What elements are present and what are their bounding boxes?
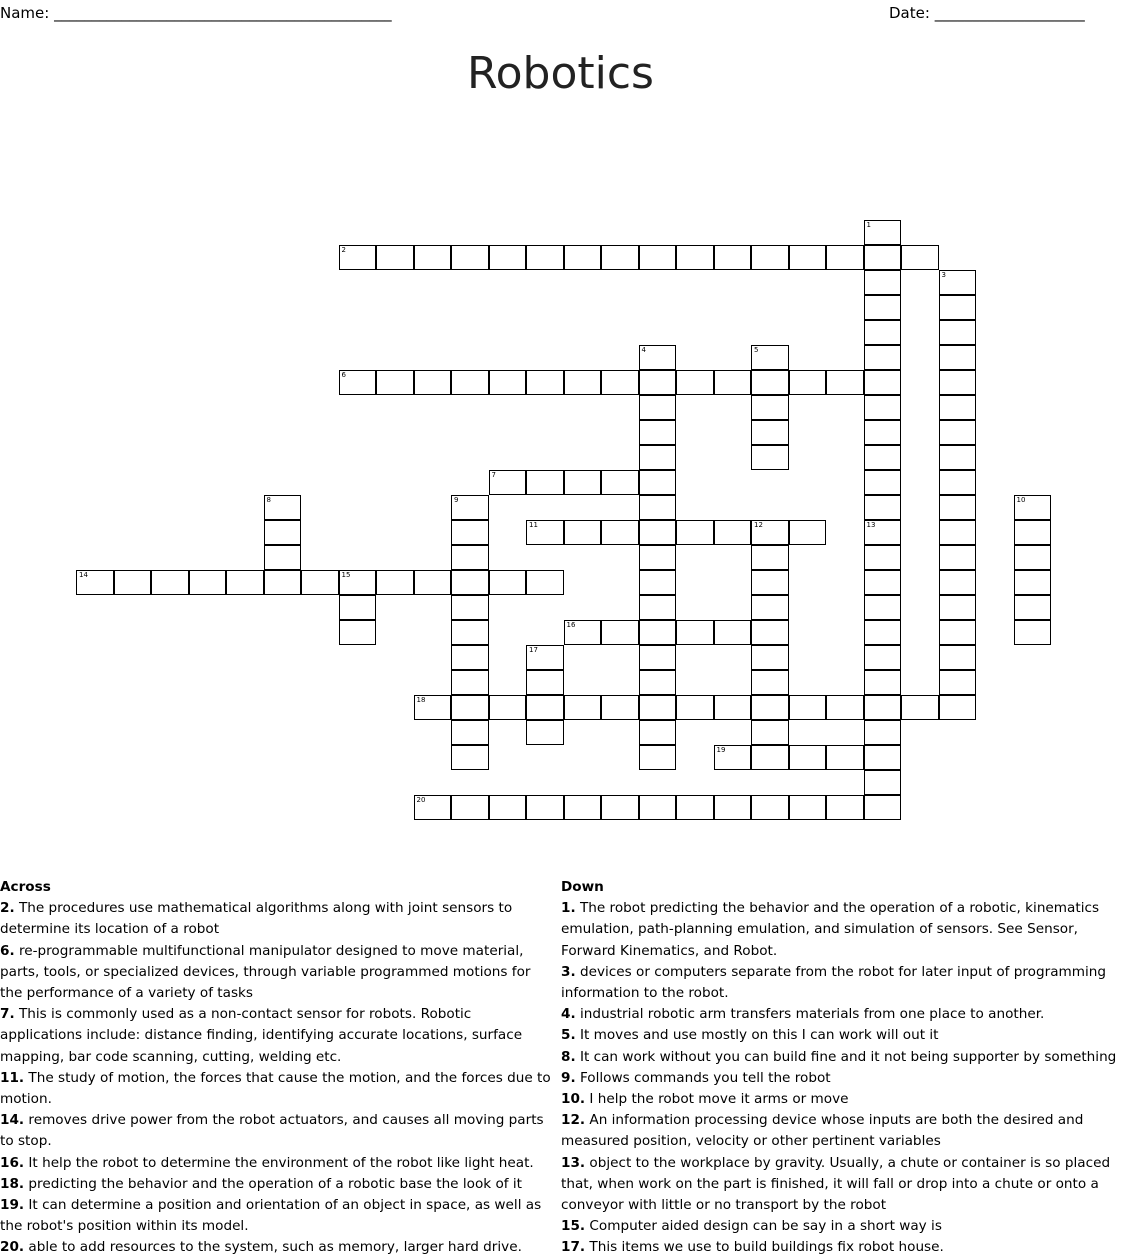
clue-number: 19 [716, 746, 726, 754]
crossword-cell[interactable] [751, 445, 789, 470]
crossword-cell[interactable] [714, 795, 752, 820]
crossword-cell[interactable] [939, 370, 977, 395]
crossword-cell[interactable] [301, 570, 339, 595]
crossword-cell[interactable] [376, 570, 414, 595]
crossword-cell[interactable] [751, 670, 789, 695]
clue-number: 3 [941, 271, 946, 279]
crossword-cell[interactable] [714, 370, 752, 395]
crossword-cell[interactable] [601, 795, 639, 820]
crossword-cell[interactable] [864, 570, 902, 595]
crossword-cell[interactable] [939, 495, 977, 520]
date-label: Date: [889, 4, 930, 22]
crossword-cell[interactable] [601, 370, 639, 395]
crossword-cell[interactable] [526, 695, 564, 720]
down-clues [561, 877, 1121, 1259]
crossword-cell[interactable] [564, 795, 602, 820]
crossword-cell[interactable] [1014, 620, 1052, 645]
crossword-cell[interactable] [1014, 545, 1052, 570]
crossword-cell[interactable] [489, 470, 527, 495]
date-blank: ____________________ [934, 4, 1085, 22]
across-clue [0, 1153, 555, 1174]
crossword-cell[interactable] [864, 595, 902, 620]
crossword-cell[interactable] [639, 720, 677, 745]
crossword-cell[interactable] [939, 595, 977, 620]
crossword-cell[interactable] [526, 670, 564, 695]
crossword-cell[interactable] [564, 695, 602, 720]
crossword-cell[interactable] [714, 520, 752, 545]
clue-text: industrial robotic arm transfers materials from one place to another. [575, 1006, 1045, 1023]
crossword-cell[interactable] [751, 545, 789, 570]
crossword-cell[interactable] [676, 795, 714, 820]
crossword-cell[interactable] [639, 645, 677, 670]
crossword-cell[interactable] [564, 370, 602, 395]
clue-number: 5 [754, 346, 759, 354]
crossword-cell[interactable] [339, 245, 377, 270]
clue-number-label: 2. [0, 900, 15, 917]
clue-text: It moves and use mostly on this I can work will out it [575, 1027, 939, 1044]
down-clue [561, 1068, 1121, 1089]
crossword-cell[interactable] [676, 245, 714, 270]
clue-number-label: 10. [561, 1091, 586, 1108]
crossword-cell[interactable] [714, 620, 752, 645]
clue-number: 18 [416, 696, 426, 704]
name-label: Name: [0, 4, 50, 22]
crossword-cell[interactable] [1014, 495, 1052, 520]
crossword-cell[interactable] [564, 245, 602, 270]
down-heading: Down [561, 879, 604, 895]
crossword-cell[interactable] [376, 245, 414, 270]
crossword-cell[interactable] [1014, 595, 1052, 620]
crossword-cell[interactable] [414, 795, 452, 820]
across-clue [0, 1174, 555, 1195]
crossword-cell[interactable] [414, 245, 452, 270]
clue-number-label: 11. [0, 1069, 25, 1086]
crossword-cell[interactable] [601, 470, 639, 495]
crossword-cell[interactable] [676, 695, 714, 720]
across-clue [0, 941, 555, 1005]
crossword-cell[interactable] [864, 420, 902, 445]
crossword-cell[interactable] [264, 570, 302, 595]
across-clue [0, 898, 555, 940]
crossword-cell[interactable] [864, 545, 902, 570]
across-clue [0, 1237, 555, 1258]
crossword-cell[interactable] [564, 520, 602, 545]
down-clue [561, 1089, 1121, 1110]
crossword-cell[interactable] [751, 345, 789, 370]
crossword-cell[interactable] [601, 695, 639, 720]
crossword-cell[interactable] [376, 370, 414, 395]
crossword-cell[interactable] [601, 520, 639, 545]
crossword-cell[interactable] [639, 245, 677, 270]
clue-text: The study of motion, the forces that cause the motion, and the forces due to motion. [0, 1069, 551, 1108]
crossword-cell[interactable] [451, 645, 489, 670]
across-heading: Across [0, 879, 51, 895]
across-clue [0, 1110, 555, 1152]
crossword-cell[interactable] [864, 495, 902, 520]
down-clue [561, 962, 1121, 1004]
name-blank: _____________________________________________ [54, 4, 392, 22]
crossword-cell[interactable] [639, 470, 677, 495]
crossword-cell[interactable] [601, 620, 639, 645]
down-clue [561, 1004, 1121, 1025]
crossword-cell[interactable] [489, 245, 527, 270]
crossword-cell[interactable] [751, 520, 789, 545]
crossword-cell[interactable] [451, 695, 489, 720]
crossword-cell[interactable] [451, 370, 489, 395]
crossword-cell[interactable] [526, 645, 564, 670]
crossword-cell[interactable] [264, 520, 302, 545]
clue-number: 15 [341, 571, 351, 579]
crossword-cell[interactable] [864, 245, 902, 270]
crossword-cell[interactable] [939, 295, 977, 320]
crossword-cell[interactable] [339, 370, 377, 395]
crossword-cell[interactable] [939, 570, 977, 595]
clue-number: 17 [529, 646, 538, 654]
crossword-cell[interactable] [751, 570, 789, 595]
crossword-cell[interactable] [939, 320, 977, 345]
crossword-cell[interactable] [189, 570, 227, 595]
crossword-cell[interactable] [751, 370, 789, 395]
crossword-cell[interactable] [751, 645, 789, 670]
crossword-cell[interactable] [676, 520, 714, 545]
clue-text: I help the robot move it arms or move [585, 1091, 849, 1108]
clue-number-label: 1. [561, 900, 576, 917]
crossword-cell[interactable] [939, 270, 977, 295]
crossword-cell[interactable] [864, 770, 902, 795]
crossword-cell[interactable] [864, 470, 902, 495]
crossword-cell[interactable] [864, 620, 902, 645]
crossword-cell[interactable] [939, 395, 977, 420]
crossword-cell[interactable] [526, 520, 564, 545]
crossword-cell[interactable] [939, 670, 977, 695]
clue-number-label: 9. [561, 1069, 576, 1086]
crossword-cell[interactable] [114, 570, 152, 595]
crossword-cell[interactable] [414, 570, 452, 595]
crossword-cell[interactable] [826, 245, 864, 270]
crossword-cell[interactable] [826, 695, 864, 720]
clue-text: It can work without you can build fine and it not being supporter by something [575, 1048, 1117, 1065]
crossword-cell[interactable] [939, 620, 977, 645]
crossword-cell[interactable] [826, 370, 864, 395]
crossword-cell[interactable] [714, 695, 752, 720]
clue-text: This is commonly used as a non-contact sensor for robots. Robotic applications include: distance finding, identifying accurate locations, surface mapping, bar code scanning, cutting, welding etc. [0, 1006, 523, 1065]
crossword-cell[interactable] [451, 745, 489, 770]
crossword-cell[interactable] [639, 520, 677, 545]
clue-number-label: 7. [0, 1006, 15, 1023]
crossword-cell[interactable] [714, 245, 752, 270]
clue-number-label: 14. [0, 1112, 25, 1129]
crossword-cell[interactable] [864, 520, 902, 545]
crossword-cell[interactable] [451, 595, 489, 620]
crossword-cell[interactable] [751, 245, 789, 270]
clue-number-label: 3. [561, 963, 576, 980]
crossword-cell[interactable] [451, 670, 489, 695]
crossword-cell[interactable] [939, 345, 977, 370]
clue-number: 2 [341, 246, 346, 254]
crossword-cell[interactable] [751, 395, 789, 420]
clue-number-label: 18. [0, 1175, 25, 1192]
crossword-cell[interactable] [526, 245, 564, 270]
crossword-cell[interactable] [639, 545, 677, 570]
crossword-cell[interactable] [639, 695, 677, 720]
clue-number: 1 [866, 221, 871, 229]
crossword-cell[interactable] [939, 545, 977, 570]
crossword-cell[interactable] [526, 570, 564, 595]
down-clue [561, 1047, 1121, 1068]
clue-number: 10 [1016, 496, 1026, 504]
crossword-cell[interactable] [864, 745, 902, 770]
crossword-cell[interactable] [864, 320, 902, 345]
crossword-cell[interactable] [639, 495, 677, 520]
crossword-cell[interactable] [751, 795, 789, 820]
clue-number: 16 [566, 621, 576, 629]
crossword-cell[interactable] [826, 795, 864, 820]
crossword-cell[interactable] [751, 420, 789, 445]
across-clues [0, 877, 555, 1259]
clue-number: 20 [416, 796, 426, 804]
clue-number-label: 16. [0, 1154, 25, 1171]
crossword-cell[interactable] [489, 370, 527, 395]
crossword-cell[interactable] [451, 245, 489, 270]
clue-number: 4 [641, 346, 646, 354]
crossword-cell[interactable] [939, 420, 977, 445]
crossword-cell[interactable] [751, 745, 789, 770]
crossword-cell[interactable] [451, 545, 489, 570]
crossword-cell[interactable] [639, 420, 677, 445]
crossword-cell[interactable] [639, 595, 677, 620]
crossword-cell[interactable] [751, 595, 789, 620]
clue-number: 13 [866, 521, 876, 529]
crossword-cell[interactable] [789, 370, 827, 395]
crossword-cell[interactable] [789, 745, 827, 770]
crossword-cell[interactable] [751, 695, 789, 720]
crossword-cell[interactable] [339, 620, 377, 645]
crossword-cell[interactable] [1014, 570, 1052, 595]
down-clue [561, 1110, 1121, 1152]
down-clue [561, 1237, 1121, 1258]
crossword-cell[interactable] [676, 370, 714, 395]
crossword-cell[interactable] [864, 445, 902, 470]
clue-number-label: 6. [0, 942, 15, 959]
crossword-cell[interactable] [526, 370, 564, 395]
clue-text: removes drive power from the robot actuators, and causes all moving parts to stop. [0, 1112, 544, 1150]
clue-number: 14 [79, 571, 88, 579]
crossword-cell[interactable] [789, 695, 827, 720]
crossword-cell[interactable] [339, 570, 377, 595]
clue-number-label: 20. [0, 1239, 25, 1256]
clue-number-label: 17. [561, 1239, 586, 1256]
down-clue [561, 1153, 1121, 1217]
crossword-cell[interactable] [264, 495, 302, 520]
crossword-cell[interactable] [864, 370, 902, 395]
down-clue [561, 898, 1121, 962]
clue-text: This items we use to build buildings fix robot house. [585, 1239, 944, 1256]
crossword-cell[interactable] [451, 795, 489, 820]
crossword-cell[interactable] [451, 620, 489, 645]
crossword-cell[interactable] [451, 495, 489, 520]
clue-text: devices or computers separate from the robot for later input of programming information to the robot. [561, 963, 1107, 1002]
crossword-cell[interactable] [714, 745, 752, 770]
crossword-cell[interactable] [864, 695, 902, 720]
clue-number-label: 8. [561, 1048, 576, 1065]
crossword-cell[interactable] [939, 695, 977, 720]
crossword-cell[interactable] [639, 445, 677, 470]
crossword-cell[interactable] [526, 470, 564, 495]
crossword-cell[interactable] [489, 570, 527, 595]
clue-text: able to add resources to the system, such as memory, larger hard drive. [24, 1239, 522, 1256]
clue-text: The procedures use mathematical algorithms along with joint sensors to determine its location of a robot [0, 900, 513, 938]
clue-number-label: 4. [561, 1006, 576, 1023]
clue-number: 9 [454, 496, 459, 504]
clue-text: predicting the behavior and the operation of a robotic base the look of it [24, 1175, 522, 1192]
crossword-cell[interactable] [339, 595, 377, 620]
crossword-cell[interactable] [639, 395, 677, 420]
clue-number-label: 15. [561, 1218, 586, 1235]
crossword-cell[interactable] [639, 570, 677, 595]
down-clue [561, 1025, 1121, 1046]
across-clue [0, 1195, 555, 1237]
clue-number: 11 [529, 521, 538, 529]
crossword-cell[interactable] [564, 620, 602, 645]
crossword-cell[interactable] [864, 295, 902, 320]
clue-number-label: 5. [561, 1027, 576, 1044]
crossword-cell[interactable] [864, 345, 902, 370]
clue-text: object to the workplace by gravity. Usually, a chute or container is so placed that, when work on the part is finished, it will fall or drop into a chute or onto a conveyor with little or no transport by the robot [561, 1154, 1111, 1214]
crossword-cell[interactable] [864, 645, 902, 670]
clue-number-label: 19. [0, 1197, 25, 1214]
crossword-cell[interactable] [451, 570, 489, 595]
crossword-cell[interactable] [939, 470, 977, 495]
crossword-cell[interactable] [264, 545, 302, 570]
clue-text: An information processing device whose inputs are both the desired and measured position, velocity or other pertinent variables [561, 1112, 1084, 1150]
crossword-cell[interactable] [864, 670, 902, 695]
crossword-cell[interactable] [864, 270, 902, 295]
crossword-cell[interactable] [639, 670, 677, 695]
clue-text: Computer aided design can be say in a short way is [585, 1218, 942, 1235]
crossword-cell[interactable] [939, 445, 977, 470]
crossword-cell[interactable] [864, 395, 902, 420]
crossword-cell[interactable] [639, 370, 677, 395]
clue-text: Follows commands you tell the robot [575, 1069, 831, 1086]
crossword-cell[interactable] [601, 245, 639, 270]
crossword-cell[interactable] [639, 795, 677, 820]
clue-number: 7 [491, 471, 496, 479]
crossword-cell[interactable] [639, 745, 677, 770]
clue-number: 12 [754, 521, 763, 529]
crossword-cell[interactable] [789, 245, 827, 270]
crossword-cell[interactable] [676, 620, 714, 645]
clue-number: 8 [266, 496, 271, 504]
clue-number-label: 12. [561, 1112, 586, 1129]
crossword-cell[interactable] [826, 745, 864, 770]
crossword-cell[interactable] [564, 470, 602, 495]
crossword-cell[interactable] [751, 720, 789, 745]
crossword-cell[interactable] [864, 795, 902, 820]
crossword-cell[interactable] [639, 345, 677, 370]
crossword-cell[interactable] [864, 720, 902, 745]
crossword-cell[interactable] [789, 795, 827, 820]
crossword-cell[interactable] [414, 695, 452, 720]
down-clue [561, 1216, 1121, 1237]
across-clue [0, 1068, 555, 1110]
crossword-cell[interactable] [414, 370, 452, 395]
page-title: Robotics [467, 48, 654, 99]
crossword-cell[interactable] [939, 520, 977, 545]
crossword-cell[interactable] [789, 520, 827, 545]
crossword-cell[interactable] [76, 570, 114, 595]
crossword-cell[interactable] [226, 570, 264, 595]
clue-text: It help the robot to determine the environment of the robot like light heat. [24, 1154, 534, 1171]
crossword-cell[interactable] [451, 720, 489, 745]
crossword-cell[interactable] [901, 695, 939, 720]
crossword-cell[interactable] [751, 620, 789, 645]
crossword-cell[interactable] [639, 620, 677, 645]
crossword-cell[interactable] [901, 245, 939, 270]
crossword-cell[interactable] [526, 720, 564, 745]
across-clue [0, 1004, 555, 1068]
crossword-cell[interactable] [489, 795, 527, 820]
crossword-cell[interactable] [451, 520, 489, 545]
clue-text: The robot predicting the behavior and the operation of a robotic, kinematics emulation, path-planning emulation, and simulation of sensors. See Sensor, Forward Kinematics, and Robot. [561, 900, 1100, 959]
crossword-cell[interactable] [489, 695, 527, 720]
crossword-cell[interactable] [526, 795, 564, 820]
crossword-cell[interactable] [151, 570, 189, 595]
clue-text: re-programmable multifunctional manipulator designed to move material, parts, tools, or specialized devices, through variable programmed motions for the performance of a variety of tasks [0, 942, 531, 1002]
clue-number: 6 [341, 371, 346, 379]
crossword-cell[interactable] [1014, 520, 1052, 545]
clue-number-label: 13. [561, 1154, 586, 1171]
clue-text: It can determine a position and orientation of an object in space, as well as the robot's position within its model. [0, 1197, 542, 1235]
crossword-cell[interactable] [939, 645, 977, 670]
crossword-cell[interactable] [864, 220, 902, 245]
